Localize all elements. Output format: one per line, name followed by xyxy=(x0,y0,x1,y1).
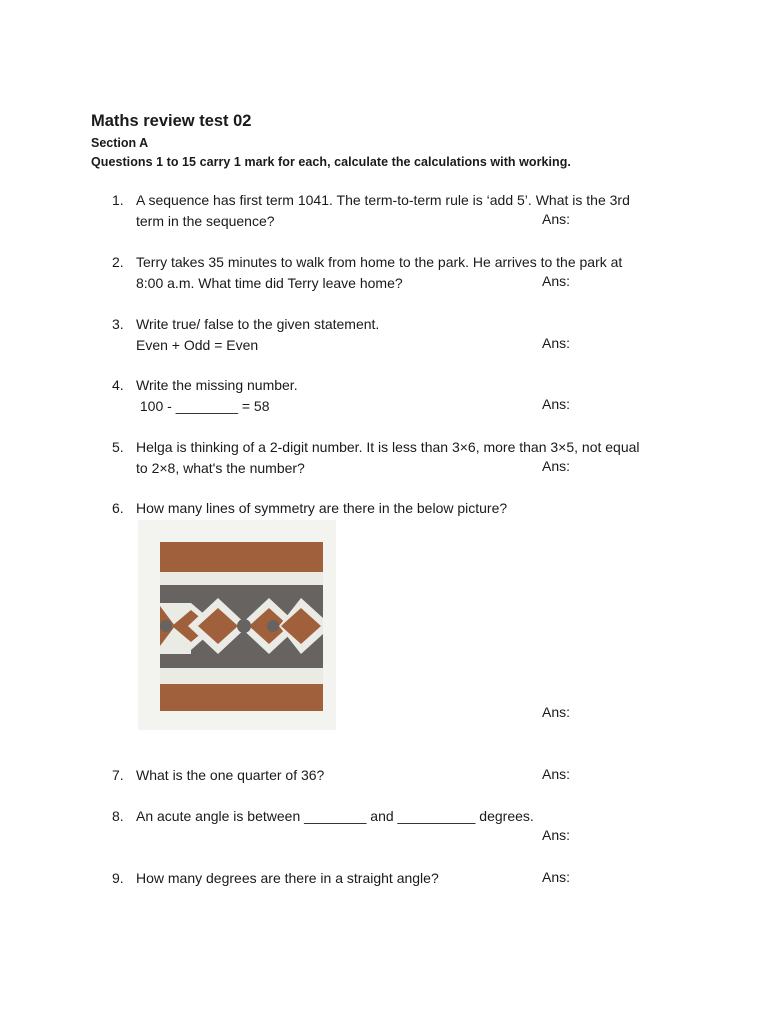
question-text-line: term in the sequence? xyxy=(136,212,275,229)
answer-label: Ans: xyxy=(542,704,571,720)
question-text-line: 100 - ________ = 58 xyxy=(136,397,270,414)
question-5 xyxy=(112,437,672,478)
question-4 xyxy=(112,375,672,416)
question-number: 2. xyxy=(112,254,124,270)
question-text-line: An acute angle is between ________ and __________ degrees. xyxy=(136,808,534,824)
question-number: 3. xyxy=(112,316,124,332)
question-6 xyxy=(112,498,672,519)
section-heading: Section A xyxy=(91,136,149,150)
question-text-line: 8:00 a.m. What time did Terry leave home? xyxy=(136,274,403,291)
answer-label: Ans: xyxy=(542,766,571,782)
question-number: 6. xyxy=(112,500,124,516)
question-text-line: A sequence has first term 1041. The term-to-term rule is ‘add 5’. What is the 3rd xyxy=(136,192,630,208)
question-1 xyxy=(112,190,672,231)
page-title: Maths review test 02 xyxy=(91,112,252,130)
question-text-line: Even + Odd = Even xyxy=(136,336,259,353)
answer-label: Ans: xyxy=(542,273,571,289)
border-tile-picture xyxy=(138,520,336,730)
question-text-line: to 2×8, what's the number? xyxy=(136,459,305,476)
question-number: 8. xyxy=(112,808,124,824)
question-number: 1. xyxy=(112,192,124,208)
question-number: 4. xyxy=(112,377,124,393)
question-8 xyxy=(112,806,672,827)
answer-label: Ans: xyxy=(542,458,571,474)
question-text-line: Terry takes 35 minutes to walk from home to the park. He arrives to the park at xyxy=(136,254,623,270)
bottom-band xyxy=(160,684,323,711)
question-number: 5. xyxy=(112,439,124,455)
question-text-line: Write true/ false to the given statement. xyxy=(136,316,380,332)
question-text-line: Write the missing number. xyxy=(136,377,298,393)
question-text-line: Helga is thinking of a 2-digit number. It is less than 3×6, more than 3×5, not equal xyxy=(136,439,640,455)
question-9 xyxy=(112,868,672,889)
question-3 xyxy=(112,314,672,355)
answer-label: Ans: xyxy=(542,335,571,351)
answer-label: Ans: xyxy=(542,869,571,885)
question-2 xyxy=(112,252,672,293)
instructions-text: Questions 1 to 15 carry 1 mark for each, calculate the calculations with working. xyxy=(91,155,571,169)
question-text-line: How many lines of symmetry are there in the below picture? xyxy=(136,500,508,516)
question-text-line: How many degrees are there in a straight angle? xyxy=(136,870,439,886)
cream-stripe xyxy=(160,572,323,585)
top-band xyxy=(160,542,323,572)
question-7 xyxy=(112,765,672,786)
cream-stripe xyxy=(160,668,323,684)
answer-label: Ans: xyxy=(542,827,571,843)
answer-label: Ans: xyxy=(542,211,571,227)
question-number: 9. xyxy=(112,870,124,886)
question-text-line: What is the one quarter of 36? xyxy=(136,767,325,783)
question-number: 7. xyxy=(112,767,124,783)
answer-label: Ans: xyxy=(542,396,571,412)
